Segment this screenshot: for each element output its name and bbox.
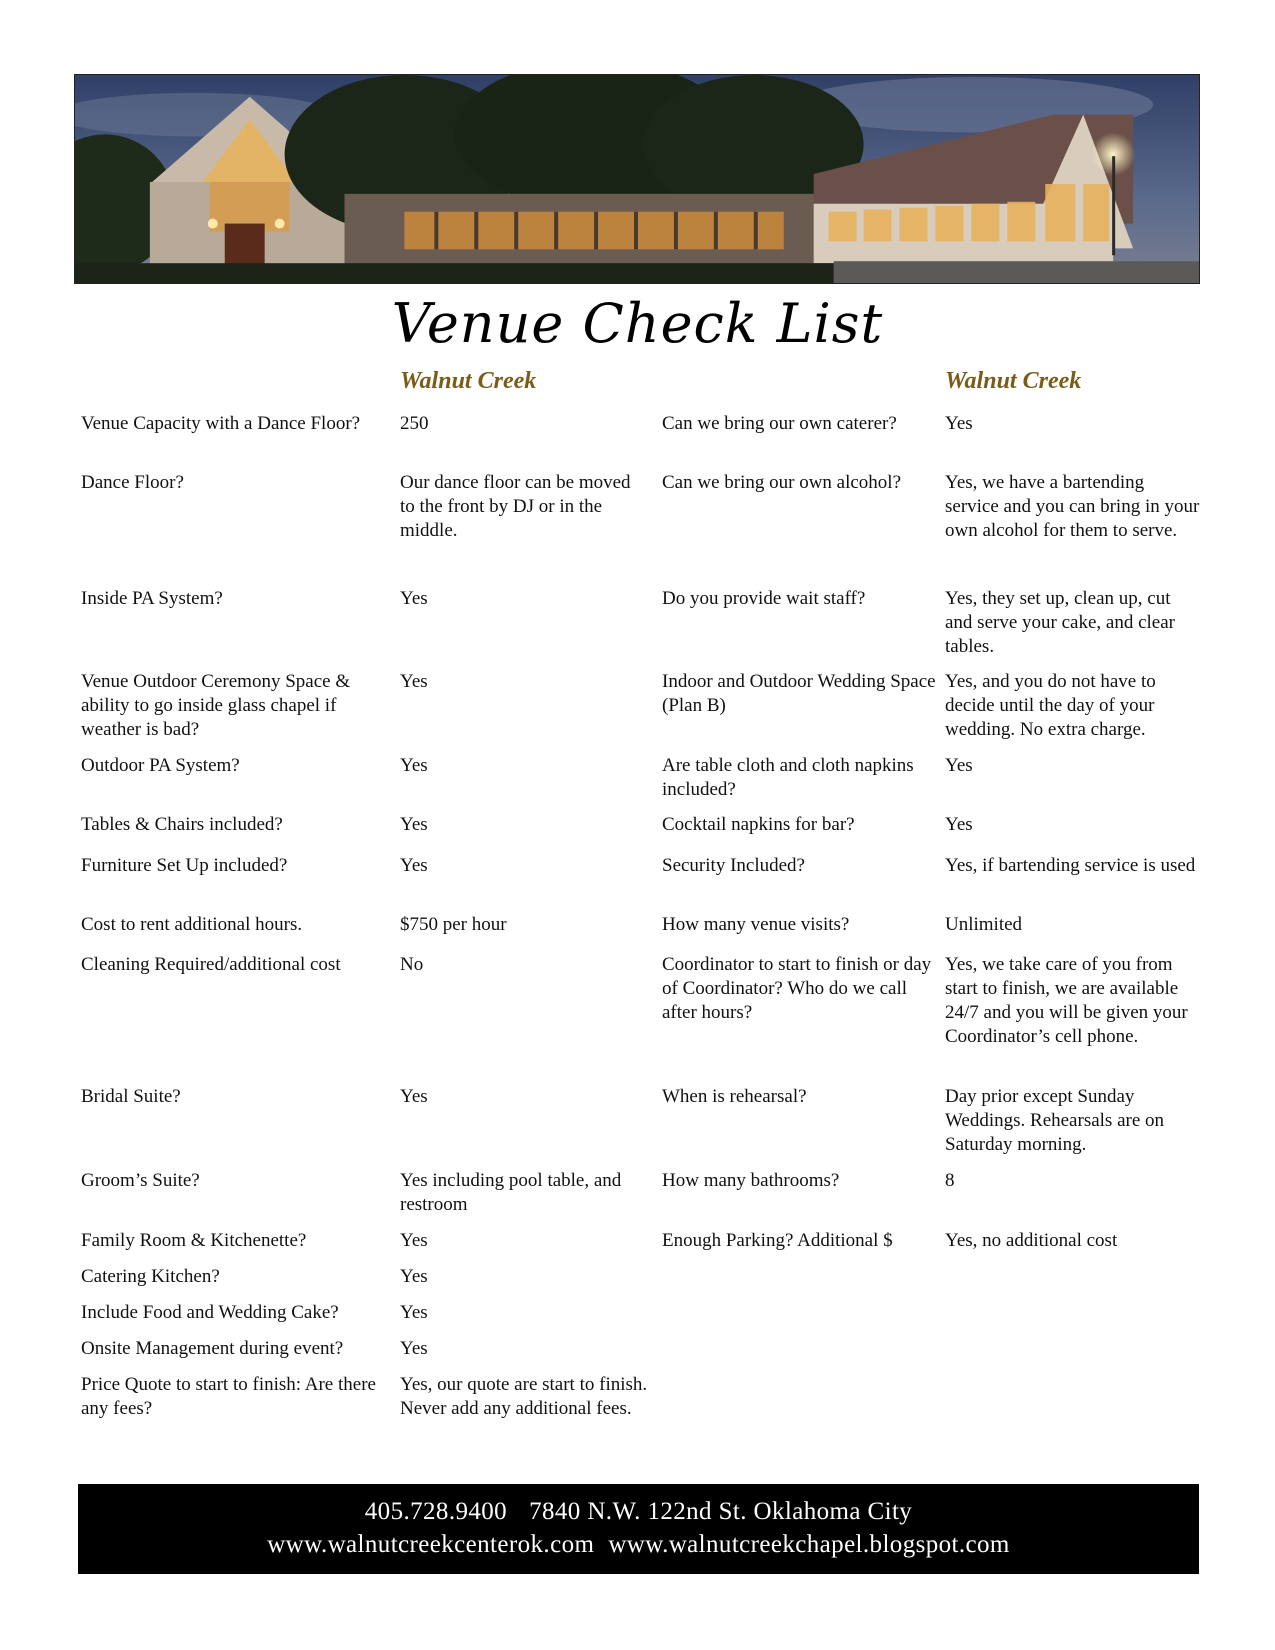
header-photo <box>74 74 1200 284</box>
left-answer: Yes <box>400 1338 428 1359</box>
right-answer: Day prior except Sunday Weddings. Rehearsals are on Saturday morning. <box>945 1086 1165 1155</box>
right-answer: 8 <box>945 1170 955 1191</box>
page-title: Venue Check List <box>391 292 884 355</box>
left-question: Venue Outdoor Ceremony Space & ability to go inside glass chapel if weather is bad? <box>81 671 351 740</box>
right-question: Security Included? <box>662 855 805 876</box>
left-question: Furniture Set Up included? <box>81 855 288 876</box>
right-answer: Yes <box>945 814 973 835</box>
right-answer: Yes <box>945 413 973 434</box>
left-question: Catering Kitchen? <box>81 1266 220 1287</box>
right-column-heading: Walnut Creek <box>945 368 1082 394</box>
left-question: Cleaning Required/additional cost <box>81 954 341 975</box>
left-answer: Yes <box>400 1086 428 1107</box>
left-answer: Yes <box>400 1230 428 1251</box>
footer-blog-link[interactable]: www.walnutcreekchapel.blogspot.com <box>608 1531 1010 1558</box>
left-question: Onsite Management during event? <box>81 1338 344 1359</box>
left-answer: Yes <box>400 814 428 835</box>
left-question: Bridal Suite? <box>81 1086 181 1107</box>
footer-line-1 <box>78 1495 1199 1528</box>
right-question: Enough Parking? Additional $ <box>662 1230 893 1251</box>
right-question: When is rehearsal? <box>662 1086 807 1107</box>
left-column-heading: Walnut Creek <box>400 368 537 394</box>
right-answer: Yes, we have a bartending service and you can bring in your own alcohol for them to serve. <box>945 472 1200 541</box>
contact-footer <box>78 1484 1199 1574</box>
footer-address: 7840 N.W. 122nd St. Oklahoma City <box>529 1498 913 1525</box>
venue-photo-illustration <box>75 75 1199 283</box>
left-answer: Yes <box>400 588 428 609</box>
left-answer: Yes <box>400 1302 428 1323</box>
right-answer: Yes, and you do not have to decide until the day of your wedding. No extra charge. <box>945 671 1156 740</box>
left-question: Outdoor PA System? <box>81 755 240 776</box>
footer-line-2 <box>78 1528 1199 1561</box>
left-answer: Yes, our quote are start to finish. Never add any additional fees. <box>400 1374 648 1419</box>
left-question: Venue Capacity with a Dance Floor? <box>81 413 361 434</box>
right-answer: Yes, no additional cost <box>945 1230 1118 1251</box>
right-question: Can we bring our own caterer? <box>662 413 897 434</box>
left-question: Price Quote to start to finish: Are there any fees? <box>81 1374 376 1419</box>
left-question: Include Food and Wedding Cake? <box>81 1302 339 1323</box>
left-answer: Our dance floor can be moved to the front by DJ or in the middle. <box>400 472 631 541</box>
right-answer: Yes, if bartending service is used <box>945 855 1196 876</box>
right-answer: Yes <box>945 755 973 776</box>
left-answer: 250 <box>400 413 429 434</box>
left-question: Tables & Chairs included? <box>81 814 283 835</box>
right-question: Cocktail napkins for bar? <box>662 814 855 835</box>
right-question: Indoor and Outdoor Wedding Space (Plan B) <box>662 671 936 716</box>
right-question: Coordinator to start to finish or day of Coordinator? Who do we call after hours? <box>662 954 932 1023</box>
right-answer: Yes, they set up, clean up, cut and serve your cake, and clear tables. <box>945 588 1175 657</box>
left-question: Cost to rent additional hours. <box>81 914 303 935</box>
right-question: Do you provide wait staff? <box>662 588 866 609</box>
left-question: Dance Floor? <box>81 472 184 493</box>
right-question: Can we bring our own alcohol? <box>662 472 902 493</box>
left-answer: Yes <box>400 671 428 692</box>
left-answer: No <box>400 954 424 975</box>
left-question: Groom’s Suite? <box>81 1170 200 1191</box>
footer-phone: 405.728.9400 <box>364 1498 508 1525</box>
right-question: Are table cloth and cloth napkins included? <box>662 755 914 800</box>
left-answer: Yes <box>400 1266 428 1287</box>
right-question: How many bathrooms? <box>662 1170 840 1191</box>
left-answer: Yes including pool table, and restroom <box>400 1170 622 1215</box>
left-answer: Yes <box>400 855 428 876</box>
footer-website-link[interactable]: www.walnutcreekcenterok.com <box>267 1531 595 1558</box>
left-answer: Yes <box>400 755 428 776</box>
right-question: How many venue visits? <box>662 914 850 935</box>
left-answer: $750 per hour <box>400 914 507 935</box>
right-answer: Unlimited <box>945 914 1023 935</box>
left-question: Family Room & Kitchenette? <box>81 1230 307 1251</box>
left-question: Inside PA System? <box>81 588 223 609</box>
right-answer: Yes, we take care of you from start to finish, we are available 24/7 and you will be given your Coordinator’s cell phone. <box>945 954 1188 1047</box>
